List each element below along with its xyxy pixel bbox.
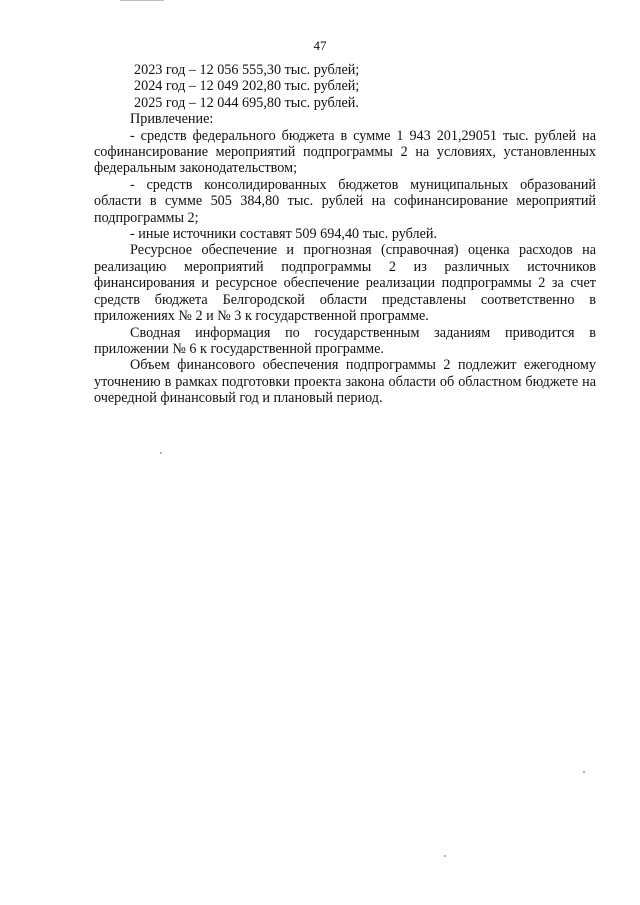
page-number: 47 [313, 38, 327, 53]
state-assignments-paragraph: Сводная информация по государственным заданиям приводится в приложении № 6 к государственной программе. [94, 324, 596, 357]
funding-2023-line: 2023 год – 12 056 555,30 тыс. рублей; [134, 62, 360, 78]
funding-2024-line: 2024 год – 12 049 202,80 тыс. рублей; [134, 78, 360, 95]
scan-edge-mark [120, 0, 164, 1]
financing-volume-paragraph: Объем финансового обеспечения подпрограммы 2 подлежит ежегодному уточнению в рамках подготовки проекта закона области об областном бюджете на очередной финансовый год и плановый период. [94, 357, 596, 407]
municipal-budgets-paragraph: - средств консолидированных бюджетов муниципальных образований области в сумме 505 384,80 тыс. рублей на софинансирование мероприятий подпрограммы 2; [94, 176, 596, 226]
document-body [94, 62, 596, 407]
other-sources-paragraph: - иные источники составят 509 694,40 тыс. рублей. [130, 226, 438, 243]
scan-speck [160, 452, 162, 454]
attraction-heading: Привлечение: [130, 111, 214, 128]
scan-speck [583, 771, 585, 773]
resource-provision-paragraph: Ресурсное обеспечение и прогнозная (справочная) оценка расходов на реализацию мероприятий подпрограммы 2 из различных источников финансирования и ресурсное обеспечение реализации подпрограммы 2 за счет средств бюджета Белгородской области представлены соответственно в приложениях № 2 и № 3 к государственной программе. [94, 242, 596, 325]
funding-2025-line: 2025 год – 12 044 695,80 тыс. рублей. [134, 94, 359, 111]
federal-budget-paragraph: - средств федерального бюджета в сумме 1 943 201,29051 тыс. рублей на софинансирование мероприятий подпрограммы 2 на условиях, установленных федеральным законодательством; [94, 127, 596, 177]
scan-speck [444, 855, 446, 857]
